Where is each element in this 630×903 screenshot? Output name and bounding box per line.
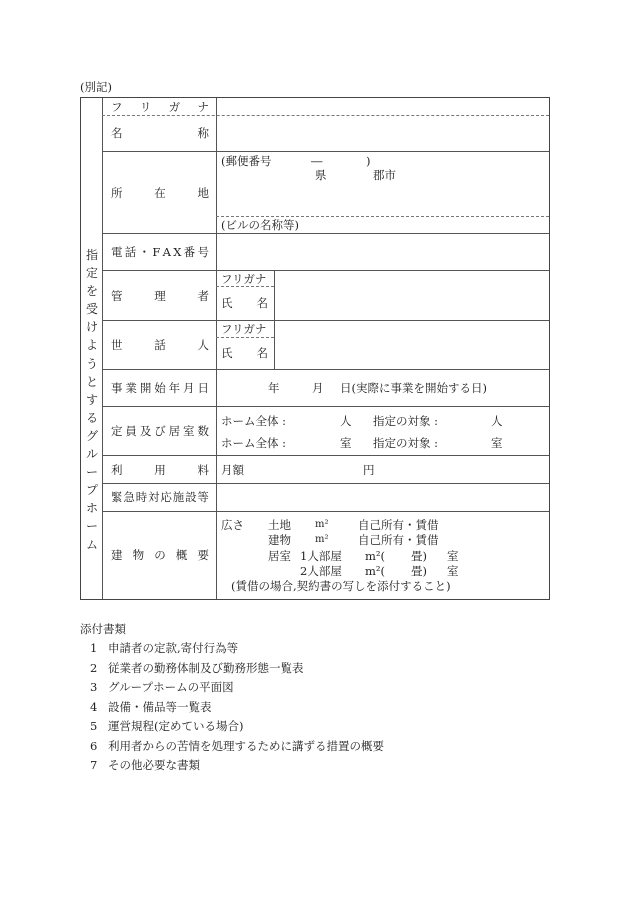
attachment-item: その他必要な書類 — [108, 758, 200, 772]
building-sqm: m² — [315, 534, 329, 545]
double-sqm: m²( — [365, 564, 386, 578]
attachment-item: 申請者の定款,寄付行為等 — [108, 641, 239, 655]
application-form-table — [80, 97, 550, 600]
side-title: 指 定 を 受 け よ う と す る グ ル ー プ ホ ー ム — [85, 248, 98, 552]
location-label: 所 在 地 — [111, 186, 209, 200]
attachment-item: 設備・備品等一覧表 — [108, 699, 212, 714]
home-total-persons: ホーム全体 : — [221, 414, 287, 428]
attachment-number: 7 — [90, 758, 98, 772]
manager-label: 管 理 者 — [111, 289, 209, 303]
attachment-item: 運営規程(定めている場合) — [108, 719, 244, 733]
monthly-label: 月額 — [221, 463, 244, 477]
caregiver-name: 氏 名 — [221, 346, 268, 360]
prefecture-label: 県 — [315, 168, 327, 182]
attachment-number: 2 — [90, 660, 98, 675]
attachment-item: 従業者の勤務体制及び勤務形態一覧表 — [108, 660, 304, 675]
attachment-item: グループホームの平面図 — [108, 680, 234, 694]
capacity-label: 定 員 及 び 居 室 数 — [111, 424, 209, 438]
persons-unit-2: 人 — [491, 414, 503, 428]
manager-furigana: フリガナ — [221, 272, 267, 286]
name-label: 名 称 — [111, 126, 209, 140]
building-ownership: 自己所有・賃借 — [358, 533, 439, 547]
rooms-unit-2: 室 — [491, 436, 503, 450]
furigana-label: フ リ ガ ナ — [111, 100, 209, 114]
persons-unit: 人 — [340, 414, 352, 428]
attachments-title: 添付書類 — [80, 622, 126, 636]
year-label: 年 — [268, 381, 280, 395]
building-name-label: (ビルの名称等) — [221, 218, 299, 232]
yen-label: 円 — [363, 463, 375, 477]
lease-note: (賃借の場合,契約書の写しを添付すること) — [231, 579, 451, 593]
city-label: 郡市 — [373, 168, 396, 182]
postal-dash: ― — [311, 154, 323, 168]
attachment-number: 4 — [90, 699, 98, 714]
caregiver-label: 世 話 人 — [111, 338, 209, 352]
target-rooms: 指定の対象 : — [373, 436, 439, 450]
attachment-number: 3 — [90, 680, 98, 694]
phone-fax-label: 電 話 ・ F A X 番 号 — [111, 245, 209, 259]
home-total-rooms: ホーム全体 : — [221, 436, 287, 450]
attachment-number: 6 — [90, 738, 98, 753]
month-label: 月 — [312, 381, 324, 395]
rooms-unit: 室 — [340, 436, 352, 450]
start-date-label: 事 業 開 始 年 月 日 — [111, 381, 209, 395]
land-sqm: m² — [315, 519, 329, 530]
emergency-label: 緊 急 時 対 応 施 設 等 — [111, 490, 209, 504]
fee-label: 利 用 料 — [111, 463, 209, 477]
day-note: 日(実際に事業を開始する日) — [340, 381, 487, 395]
postal-close: ) — [366, 154, 371, 168]
double-tatami: 畳) — [411, 564, 427, 578]
land-ownership: 自己所有・賃借 — [358, 518, 439, 532]
caregiver-furigana: フリガナ — [221, 322, 267, 336]
double-room-label: 2人部屋 — [300, 564, 342, 578]
target-persons: 指定の対象 : — [373, 414, 439, 428]
room-label: 居室 — [268, 549, 291, 563]
double-rooms: 室 — [447, 564, 459, 578]
postal-label: (郵便番号 — [221, 154, 272, 168]
area-label: 広さ — [221, 518, 244, 532]
single-room-label: 1人部屋 — [300, 549, 342, 563]
building-area-label: 建物 — [268, 533, 291, 547]
attachment-item: 利用者からの苦情を処理するために講ずる措置の概要 — [108, 738, 384, 753]
note-label: (別記) — [80, 80, 112, 94]
single-tatami: 畳) — [411, 549, 427, 563]
single-rooms: 室 — [447, 549, 459, 563]
land-label: 土地 — [268, 518, 291, 532]
attachment-number: 1 — [90, 641, 98, 655]
single-sqm: m²( — [365, 549, 386, 563]
attachment-number: 5 — [90, 719, 98, 733]
building-label: 建 物 の 概 要 — [111, 548, 209, 562]
manager-name: 氏 名 — [221, 296, 268, 310]
